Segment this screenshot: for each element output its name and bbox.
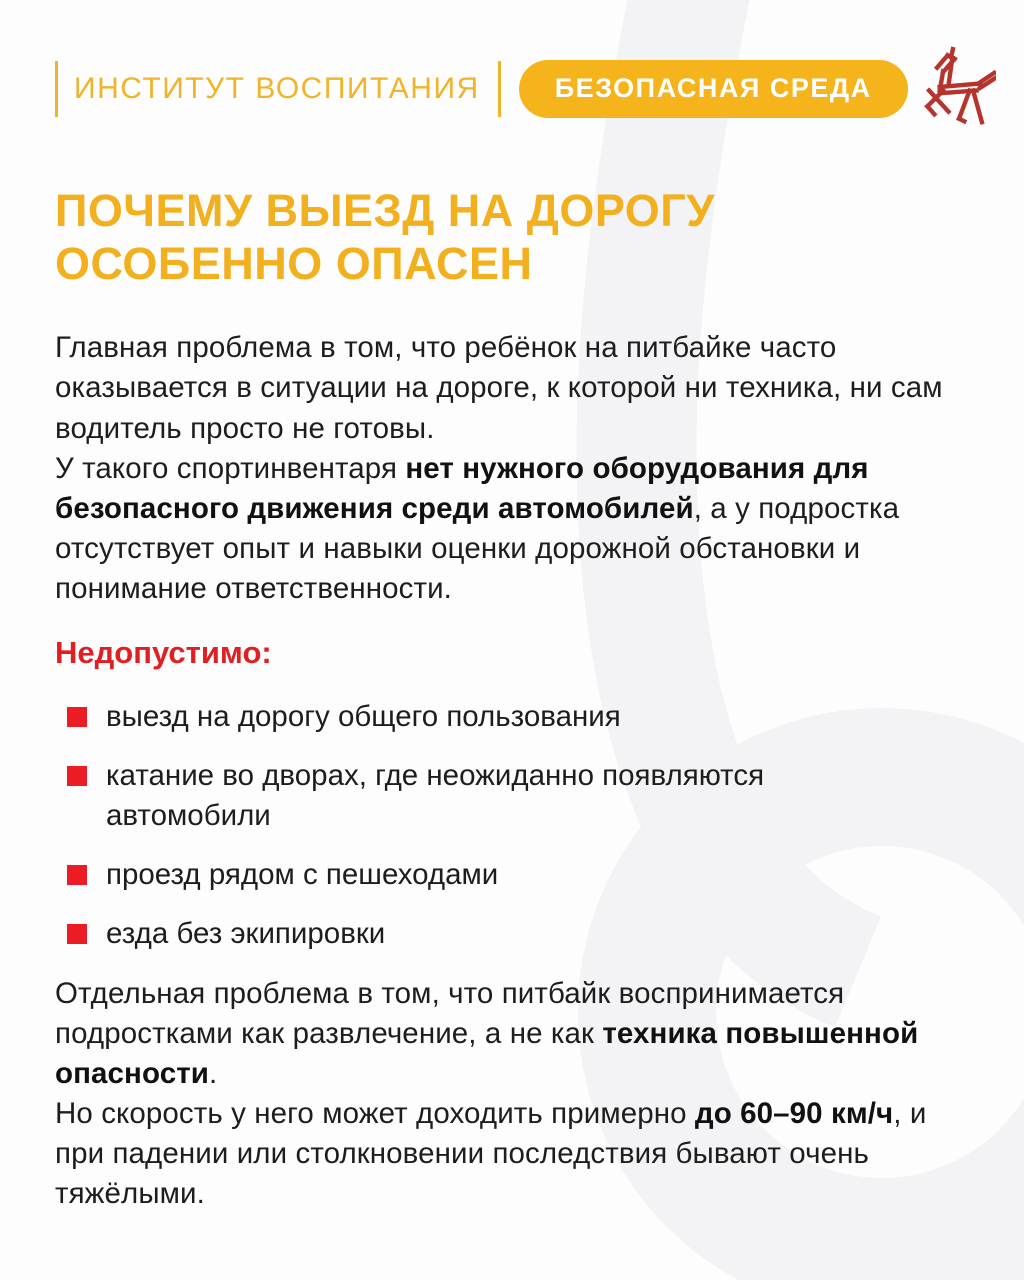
list-item xyxy=(67,914,935,954)
outro-bold-danger: техника повышенной опасности xyxy=(55,1016,919,1090)
intro-bold-emphasis: нет нужного оборудования для безопасного движения среди автомобилей xyxy=(55,451,869,525)
brand-name: ИНСТИТУТ ВОСПИТАНИЯ xyxy=(74,71,480,105)
list-item-label: катание во дворах, где неожиданно появляются автомобили xyxy=(106,759,765,833)
red-square-bullet-icon xyxy=(67,766,87,786)
brand-right-bar xyxy=(498,61,501,117)
list-item xyxy=(67,756,935,836)
outro-text-4: , и при падении или столкновении последствия бывают очень тяжёлыми. xyxy=(55,1096,927,1211)
page-title xyxy=(55,185,966,290)
brand xyxy=(55,60,908,118)
outro-bold-speed: до 60–90 км/ч xyxy=(694,1096,894,1130)
page-title-line2: ОСОБЕННО ОПАСЕН xyxy=(55,237,533,289)
list-item xyxy=(67,855,935,895)
intro-text-3: , а у подростка отсутствует опыт и навыки оценки дорожной обстановки и понимание ответственности. xyxy=(55,491,900,605)
outro-text-1: Отдельная проблема в том, что питбайк воспринимается подростками как развлечение, а не как xyxy=(55,976,845,1050)
red-square-bullet-icon xyxy=(67,924,87,944)
intro-text-1: Главная проблема в том, что ребёнок на питбайке часто оказывается в ситуации на дороге, к которой ни техника, ни сам водитель просто не готовы. xyxy=(55,331,943,445)
list-item xyxy=(67,697,935,737)
header xyxy=(55,44,966,133)
page-title-line1: ПОЧЕМУ ВЫЕЗД НА ДОРОГУ xyxy=(55,185,715,236)
forbidden-list xyxy=(55,697,935,955)
safe-environment-badge: БЕЗОПАСНАЯ СРЕДА xyxy=(519,60,908,118)
intro-paragraph xyxy=(55,328,966,609)
list-item-label: езда без экипировки xyxy=(106,917,386,951)
outro-paragraph xyxy=(55,974,966,1215)
red-square-bullet-icon xyxy=(67,865,87,885)
outro-text-2: . xyxy=(209,1056,218,1090)
list-item-label: выезд на дорогу общего пользования xyxy=(106,700,621,734)
brand-left-bar xyxy=(55,61,58,117)
list-item-label: проезд рядом с пешеходами xyxy=(106,858,499,892)
forbidden-heading: Недопустимо: xyxy=(55,635,272,671)
outro-text-3: Но скорость у него может доходить примерно xyxy=(55,1096,695,1130)
intro-text-2: У такого спортинвентаря xyxy=(55,451,406,485)
red-square-bullet-icon xyxy=(67,707,87,727)
horse-logo-icon xyxy=(908,46,996,133)
